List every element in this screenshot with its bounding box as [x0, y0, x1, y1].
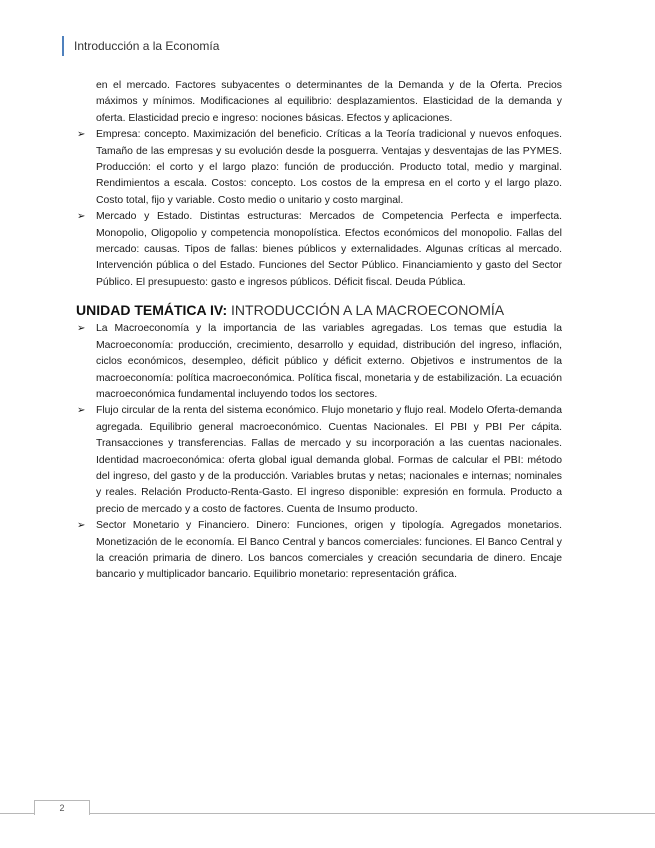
list-item-text: Mercado y Estado. Distintas estructuras: Mercados de Competencia Perfecta e imperfecta. Monopolio, Oligopolio y competencia monopolística. Efectos económicos del monopolio. Fallas del mercado: causas. Tipos de fallas: bienes públicos y externalidades. Algunas críticas al mercado. Intervención pública o del Estado. Funciones del Sector Público. Financiamiento y gasto del Sector Público. El presupuesto: gasto e ingresos públicos. Déficit fiscal. Deuda Pública. [96, 211, 562, 288]
header-title: Introducción a la Economía [74, 39, 220, 53]
arrow-bullet-icon: ➢ [77, 323, 86, 335]
unit3-list [76, 127, 562, 291]
page-number-tab [34, 800, 90, 815]
continuation-paragraph: en el mercado. Factores subyacentes o determinantes de la Demanda y de la Oferta. Precios máximos y mínimos. Modificaciones al equilibrio: desplazamientos. Elasticidad de la demanda y oferta. Elasticidad precio e ingreso: nociones básicas. Efectos y aplicaciones. [96, 80, 562, 124]
list-item-text: Flujo circular de la renta del sistema económico. Flujo monetario y flujo real. Modelo Oferta-demanda agregada. Equilibrio general macroeconómico. Cuentas Nacionales. El PBI y PBI Per cápita. Transacciones y transferencias. Fallas de mercado y su incorporación a las cuentas nacionales. Identidad macroeconómica: oferta global igual demanda global. Formas de calcular el PBI: método del ingreso, del gasto y de la producción. Variables brutas y netas; nacionales e internas; nominales y reales. Relación Producto-Renta-Gasto. El ingreso disponible: expresión en formula. Producto a precio de mercado y a costo de factores. Cuenta de Insumo producto. [96, 405, 562, 515]
arrow-bullet-icon: ➢ [77, 211, 86, 223]
list-item [76, 127, 562, 209]
running-header [62, 36, 219, 56]
page-number: 2 [59, 803, 65, 813]
list-item-text: La Macroeconomía y la importancia de las variables agregadas. Los temas que estudia la Macroeconomía: producción, crecimiento, desarrollo y equidad, distribución del ingreso, inflación, ciclos económicos, desempleo, déficit público y déficit externo. Objetivos e instrumentos de la macroeconomía: política macroeconómica. Política fiscal, monetaria y de estabilización. La ecuación macroeconómica fundamental incluyendo todos los sectores. [96, 323, 562, 400]
arrow-bullet-icon: ➢ [77, 520, 86, 532]
section-heading-label: UNIDAD TEMÁTICA IV: [76, 302, 228, 319]
arrow-bullet-icon: ➢ [77, 405, 86, 417]
list-item-text: Empresa: concepto. Maximización del beneficio. Críticas a la Teoría tradicional y nuevos enfoques. Tamaño de las empresas y su evolución desde la posguerra. Ventajas y desventajas de las PYMES. Producción: el corto y el largo plazo: función de producción. Producto total, medio y marginal. Rendimientos a escala. Costos: concepto. Los costos de la empresa en el corto y el largo plazo. Costo total, fijo y variable. Costo medio o unitario y costo marginal. [96, 129, 562, 206]
unit4-list [76, 321, 562, 584]
arrow-bullet-icon: ➢ [77, 129, 86, 141]
section-heading [76, 301, 562, 319]
list-item [76, 518, 562, 584]
footer-rule [0, 813, 655, 814]
list-item [76, 403, 562, 518]
section-heading-title: INTRODUCCIÓN A LA MACROECONOMÍA [231, 302, 505, 319]
list-item [76, 209, 562, 291]
list-item [76, 321, 562, 403]
document-body [76, 78, 562, 584]
list-item-text: Sector Monetario y Financiero. Dinero: Funciones, origen y tipología. Agregados monetarios. Monetización de le economía. El Banco Central y bancos comerciales: funciones. El Banco Central y la creación primaria de dinero. Los bancos comerciales y creación secundaria de dinero. Encaje bancario y multiplicador bancario. Equilibrio monetario: representación gráfica. [96, 520, 562, 581]
